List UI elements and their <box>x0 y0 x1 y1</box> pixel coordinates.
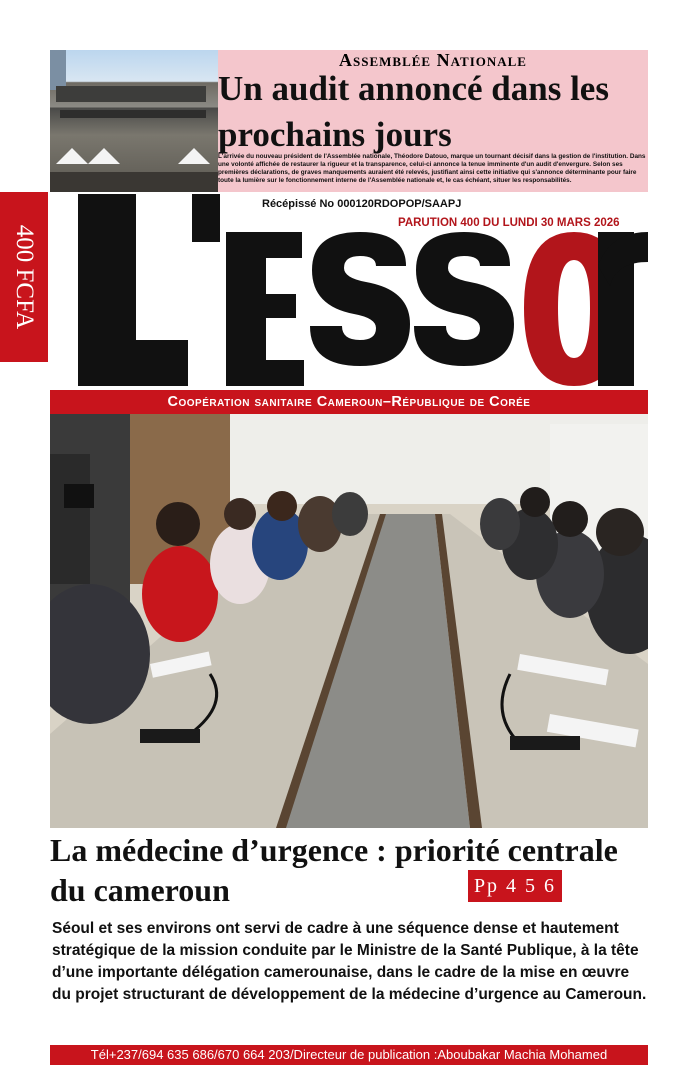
section-band <box>50 390 648 414</box>
top-story-kicker: Assemblée Nationale <box>339 50 527 70</box>
issue-info: PARUTION 400 DU LUNDI 30 MARS 2026 <box>398 217 620 229</box>
main-story-headline: La médecine d’urgence : priorité centrale du cameroun <box>50 832 618 908</box>
pages-badge: Pp 4 5 6 <box>468 870 562 902</box>
footer-band <box>50 1045 648 1065</box>
footer-contact: Tél+237/694 635 686/670 664 203/Directeur de publication :Aboubakar Machia Mohamed <box>90 1047 608 1062</box>
meeting-photo <box>50 414 648 828</box>
price-label: 400 FCFA <box>11 224 38 330</box>
section-band-label: Coopération sanitaire Cameroun–République de Corée <box>167 394 531 410</box>
price-tag <box>0 192 48 362</box>
main-story-lead: Séoul et ses environs ont servi de cadre à une séquence dense et hautement stratégique de la mission conduite par le Ministre de la Santé Publique, à la tête d’une importante délégation camerounaise, dans le cadre de la mise en œuvre du projet structurant de développement de la médecine d’urgence au Cameroun. <box>52 920 647 1003</box>
registration-number: Récépissé No 000120RDOPOP/SAAPJ <box>262 198 462 210</box>
top-story-body: L'arrivée du nouveau président de l'Assemblée nationale, Théodore Datouo, marque un tournant décisif dans la gestion de l'institution. Dans une volonté affichée de restaurer la rigueur et la transparence, celui-ci annonce la tenue imminente d'un audit d'envergure. Selon ses premières déclarations, de graves manquements auraient été relevés, justifiant ainsi cette initiative qui s'annonce déterminante pour faire toute la lumière sur le fonctionnement interne de l'Assemblée nationale et, le cas échéant, situer les responsabilités. <box>218 153 646 184</box>
top-story-headline: Un audit annoncé dans les prochains jours <box>218 69 609 154</box>
assembly-building-photo <box>50 50 218 192</box>
